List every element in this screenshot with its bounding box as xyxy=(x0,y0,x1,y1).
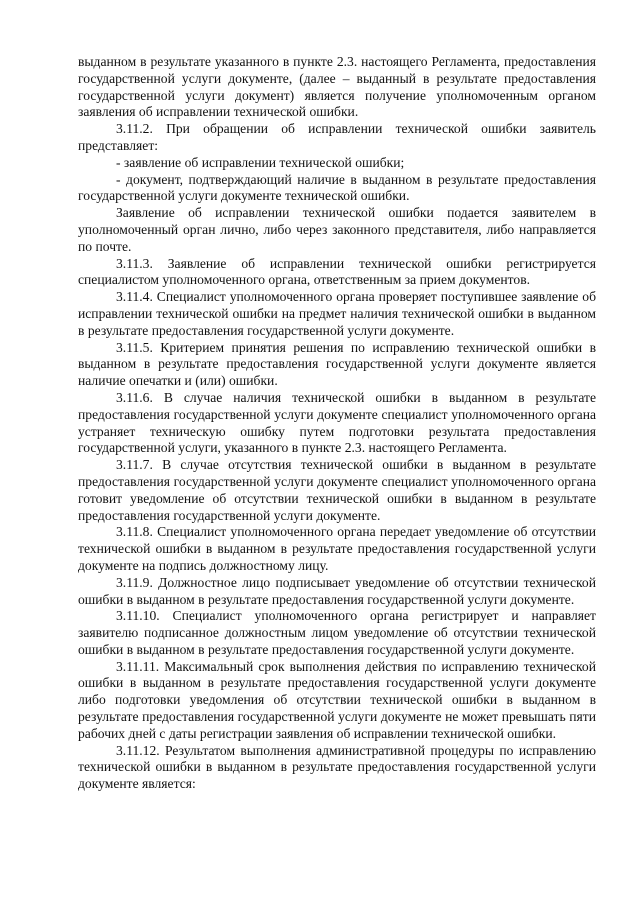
paragraph-3-11-6: 3.11.6. В случае наличия технической ошибки в выданном в результате предоставления государственной услуги документе специалист уполномоченного органа устраняет техническую ошибку путем подготовки результата предоставления государственной услуги, указанного в пункте 2.3. настоящего Регламента. xyxy=(78,389,596,456)
paragraph-3-11-5: 3.11.5. Критерием принятия решения по исправлению технической ошибки в выданном в результате предоставления государственной услуги документе является наличие опечатки и (или) ошибки. xyxy=(78,339,596,389)
paragraph-continuation: выданном в результате указанного в пункте 2.3. настоящего Регламента, предоставления государственной услуги документе, (далее – выданный в результате предоставления государственной услуги документ) является получение уполномоченным органом заявления об исправлении технической ошибки. xyxy=(78,54,596,120)
paragraph-3-11-10: 3.11.10. Специалист уполномоченного органа регистрирует и направляет заявителю подписанное должностным лицом уведомление об отсутствии технической ошибки в выданном в результате предоставления государственной услуги документе. xyxy=(78,608,596,657)
list-item-application: - заявление об исправлении технической ошибки; xyxy=(116,154,405,170)
paragraph-3-11-7: 3.11.7. В случае отсутствия технической ошибки в выданном в результате предоставления государственной услуги документе специалист уполномоченного органа готовит уведомление об отсутствии технической ошибки в выданном в результате предоставления государственной услуги документе. xyxy=(78,457,596,523)
document-page xyxy=(78,54,596,793)
paragraph-3-11-2: 3.11.2. При обращении об исправлении технической ошибки заявитель представляет: xyxy=(78,121,596,153)
paragraph-3-11-3: 3.11.3. Заявление об исправлении технической ошибки регистрируется специалистом уполномоченного органа, ответственным за прием документов. xyxy=(78,255,596,288)
list-item-supporting-document: - документ, подтверждающий наличие в выданном в результате предоставления государственной услуги документе технической ошибки. xyxy=(78,171,596,204)
paragraph-3-11-8: 3.11.8. Специалист уполномоченного органа передает уведомление об отсутствии технической ошибки в выданном в результате предоставления государственной услуги документе на подпись должностному лицу. xyxy=(78,524,596,573)
paragraph-3-11-12: 3.11.12. Результатом выполнения административной процедуры по исправлению технической ошибки в выданном в результате предоставления государственной услуги документе является: xyxy=(78,742,596,792)
paragraph-submission-methods: Заявление об исправлении технической ошибки подается заявителем в уполномоченный орган лично, либо через законного представителя, либо направляется по почте. xyxy=(78,205,596,254)
paragraph-3-11-9: 3.11.9. Должностное лицо подписывает уведомление об отсутствии технической ошибки в выданном в результате предоставления государственной услуги документе. xyxy=(78,574,596,607)
paragraph-3-11-4: 3.11.4. Специалист уполномоченного органа проверяет поступившее заявление об исправлении технической ошибки на предмет наличия технической ошибки в выданном в результате предоставления государственной услуги документе. xyxy=(78,289,596,338)
paragraph-3-11-11: 3.11.11. Максимальный срок выполнения действия по исправлению технической ошибки в выданном в результате предоставления государственной услуги документе либо подготовки уведомления об отсутствии технической ошибки в выданном в результате предоставления государственной услуги документе не может превышать пяти рабочих дней с даты регистрации заявления об исправлении технической ошибки. xyxy=(78,658,596,741)
